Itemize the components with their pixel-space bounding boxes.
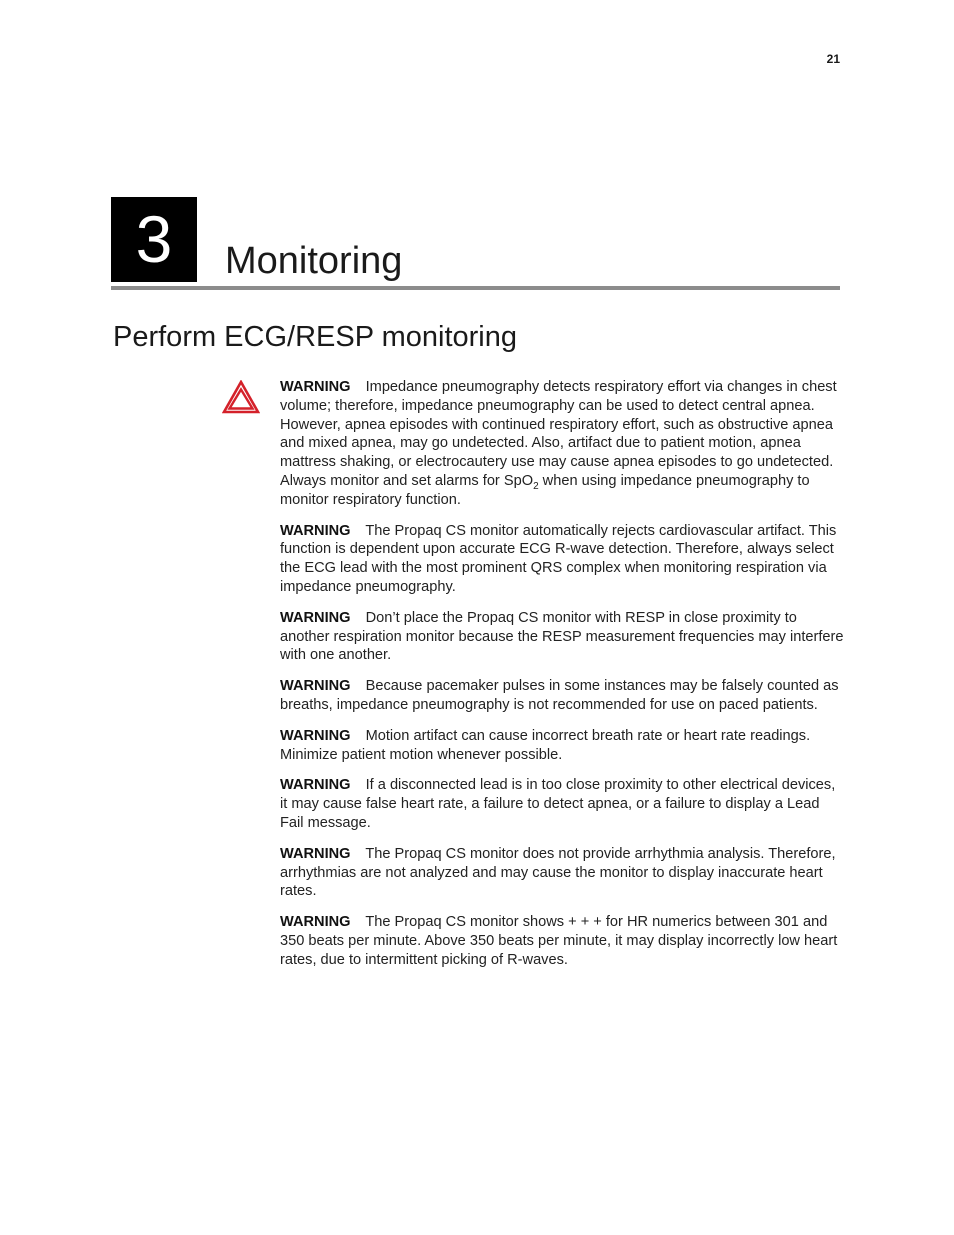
warnings-list (280, 378, 845, 982)
warning-label: WARNING (280, 845, 351, 862)
warning-label: WARNING (280, 379, 351, 395)
chapter-number-box: 3 (111, 197, 197, 282)
warning-label: WARNING (280, 609, 351, 626)
section-title: Perform ECG/RESP monitoring (113, 321, 517, 353)
warning-text: If a disconnected lead is in too close proximity to other electrical devices, it may cause false heart rate, a failure to detect apnea, or a failure to display a Lead Fail message. (280, 777, 836, 831)
warning-item (280, 913, 845, 969)
warning-text: Because pacemaker pulses in some instances may be falsely counted as breaths, impedance pneumography is not recommended for use on paced patients. (280, 678, 839, 713)
warning-item (280, 776, 845, 832)
warning-label: WARNING (280, 678, 351, 695)
warning-text: The Propaq CS monitor automatically rejects cardiovascular artifact. This function is dependent upon accurate ECG R-wave detection. Therefore, always select the ECG lead with the most prominent QRS complex when monitoring respiration via impedance pneumography. (280, 522, 837, 595)
warning-item (280, 378, 845, 510)
warning-label: WARNING (280, 914, 351, 931)
warning-item (280, 845, 845, 901)
chapter-rule (111, 286, 840, 290)
warning-triangle-icon (222, 380, 260, 414)
warning-label: WARNING (280, 777, 351, 794)
warning-item (280, 677, 845, 715)
warning-text: Motion artifact can cause incorrect breath rate or heart rate readings. Minimize patient motion whenever possible. (280, 727, 811, 763)
warning-item (280, 522, 845, 597)
chapter-title: Monitoring (225, 240, 403, 282)
warning-label: WARNING (280, 727, 351, 744)
warning-item (280, 609, 845, 665)
warning-item (280, 727, 845, 765)
warning-text: Impedance pneumography detects respiratory effort via changes in chest volume; therefore, impedance pneumography can be used to detect central apnea. However, apnea episodes with continued respiratory effort, such as obstructive apnea and mixed apnea, may go undetected. Also, artifact due to patient motion, apnea mattress shaking, or electrocautery use may cause apnea episodes to go undetected. Always monitor and set alarms for SpO (280, 379, 837, 489)
warning-text-continued: when using impedance pneumography to monitor respiratory function. (280, 472, 810, 508)
warning-label: WARNING (280, 522, 351, 539)
warning-text: Don’t place the Propaq CS monitor with RESP in close proximity to another respiration monitor because the RESP measurement frequencies may interfere with one another. (280, 609, 844, 664)
warning-text: The Propaq CS monitor shows + + + for HR numerics between 301 and 350 beats per minute. Above 350 beats per minute, it may display incorrectly low heart rates, due to intermittent picking of R-waves. (280, 914, 838, 968)
page-number: 21 (826, 52, 840, 66)
warning-subscript: 2 (533, 480, 539, 492)
warning-text: The Propaq CS monitor does not provide arrhythmia analysis. Therefore, arrhythmias are not analyzed and may cause the monitor to display inaccurate heart rates. (280, 845, 836, 900)
